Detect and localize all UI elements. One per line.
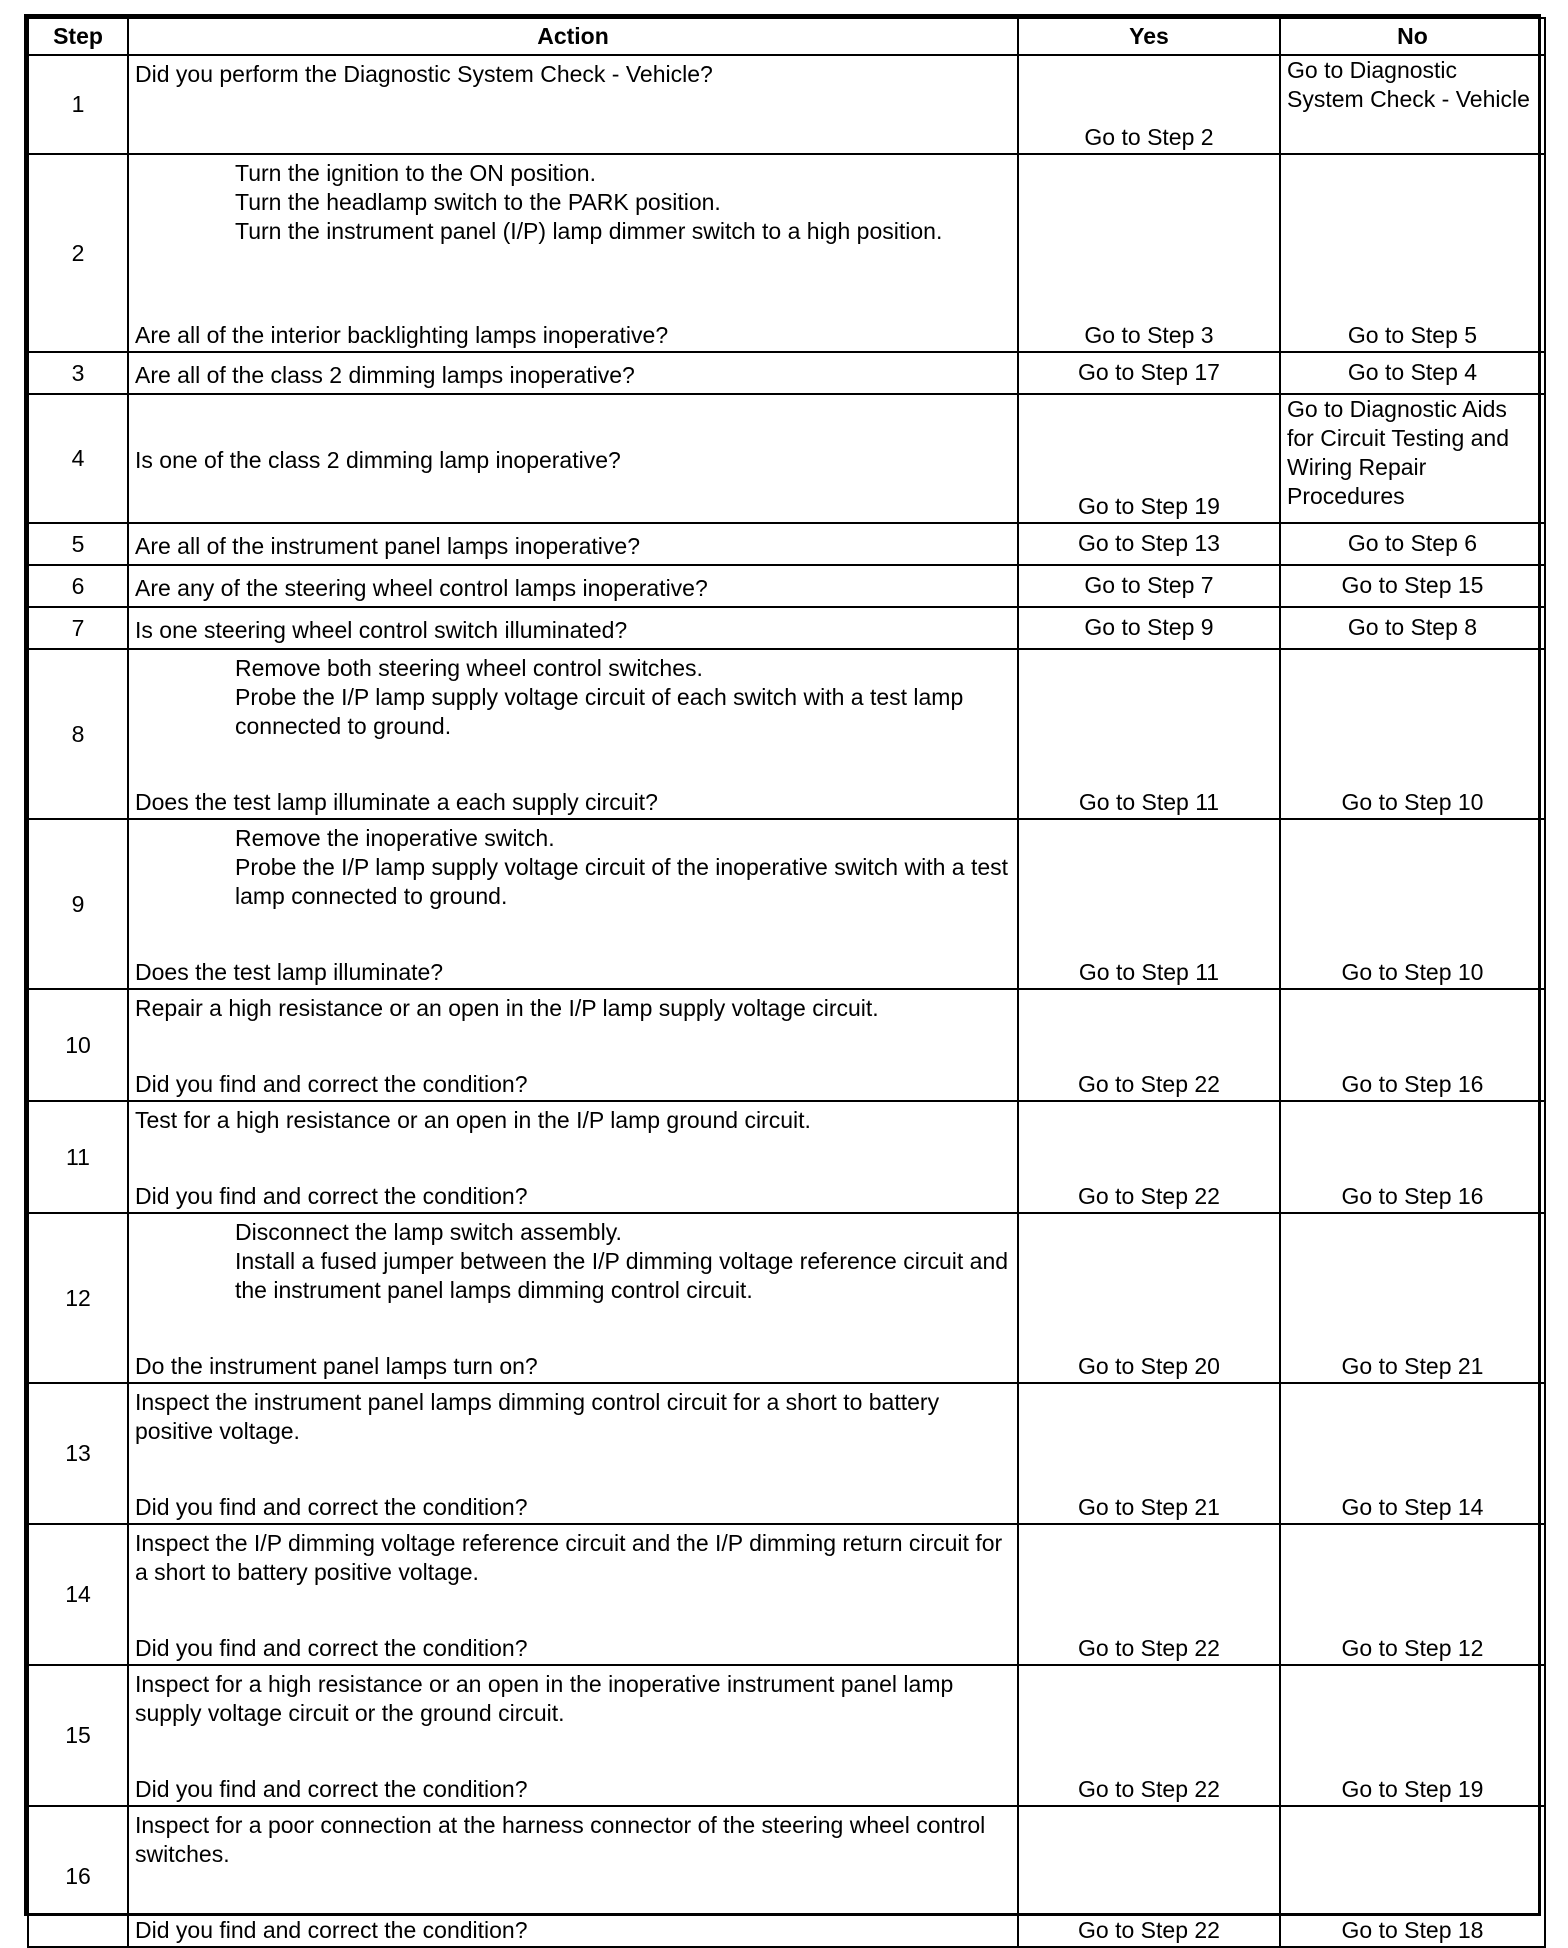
action-question: Did you find and correct the condition?: [135, 1183, 528, 1209]
diagnostic-table-sheet: [24, 14, 1541, 1943]
action-cell: [128, 1665, 1018, 1806]
step-number: 14: [28, 1524, 128, 1665]
action-cell: [128, 565, 1018, 607]
action-question: Do the instrument panel lamps turn on?: [135, 1353, 538, 1379]
action-instruction: Inspect the instrument panel lamps dimming control circuit for a short to battery positive voltage.: [135, 1389, 940, 1444]
action-cell: [128, 1213, 1018, 1383]
action-substep: Probe the I/P lamp supply voltage circuit of each switch with a test lamp connected to ground.: [235, 684, 964, 739]
no-outcome: Go to Step 14: [1280, 1383, 1545, 1524]
step-number: 11: [28, 1101, 128, 1213]
action-substep: Install a fused jumper between the I/P dimming voltage reference circuit and the instrument panel lamps dimming control circuit.: [235, 1248, 1009, 1303]
step-number: 9: [28, 819, 128, 989]
action-text: [135, 574, 1011, 603]
action-text: [135, 1670, 1011, 1728]
action-cell: [128, 1524, 1018, 1665]
action-text: [135, 532, 1011, 561]
no-outcome: Go to Step 4: [1280, 352, 1545, 394]
no-outcome: Go to Step 5: [1280, 154, 1545, 352]
no-outcome: Go to Step 12: [1280, 1524, 1545, 1665]
no-outcome: Go to Step 10: [1280, 819, 1545, 989]
step-number: 4: [28, 394, 128, 523]
action-text: [135, 1811, 1011, 1869]
action-text: [135, 446, 1011, 475]
yes-outcome: Go to Step 2: [1018, 55, 1280, 154]
step-number: 8: [28, 649, 128, 819]
no-outcome: Go to Diagnostic Aids for Circuit Testing and Wiring Repair Procedures: [1280, 394, 1545, 523]
action-substep: Remove both steering wheel control switches.: [235, 655, 703, 681]
action-instruction: Inspect the I/P dimming voltage reference circuit and the I/P dimming return circuit for a short to battery positive voltage.: [135, 1530, 1003, 1585]
yes-outcome: Go to Step 20: [1018, 1213, 1280, 1383]
yes-outcome: Go to Step 9: [1018, 607, 1280, 649]
step-number: 10: [28, 989, 128, 1101]
no-outcome: Go to Step 8: [1280, 607, 1545, 649]
no-outcome: Go to Step 16: [1280, 1101, 1545, 1213]
table-row: [28, 565, 1545, 607]
table-row: [28, 523, 1545, 565]
step-number: 2: [28, 154, 128, 352]
yes-outcome: Go to Step 11: [1018, 819, 1280, 989]
table-row: [28, 1213, 1545, 1383]
action-text: [135, 361, 1011, 390]
table-row: [28, 819, 1545, 989]
no-outcome: Go to Step 16: [1280, 989, 1545, 1101]
step-number: 6: [28, 565, 128, 607]
step-number: 3: [28, 352, 128, 394]
action-instruction: Inspect for a poor connection at the harness connector of the steering wheel control switches.: [135, 1812, 986, 1867]
table-row: [28, 55, 1545, 154]
yes-outcome: Go to Step 22: [1018, 1524, 1280, 1665]
action-instruction: Is one steering wheel control switch illuminated?: [135, 616, 628, 643]
header-step: Step: [28, 18, 128, 55]
action-text: [135, 654, 1011, 741]
action-text: [135, 1529, 1011, 1587]
action-substep: Turn the instrument panel (I/P) lamp dimmer switch to a high position.: [235, 218, 943, 244]
yes-outcome: Go to Step 7: [1018, 565, 1280, 607]
action-instruction: Is one of the class 2 dimming lamp inoperative?: [135, 447, 621, 473]
action-question: Are all of the interior backlighting lamps inoperative?: [135, 322, 669, 348]
action-instruction: Are any of the steering wheel control lamps inoperative?: [135, 574, 708, 601]
action-cell: [128, 607, 1018, 649]
table-row: [28, 989, 1545, 1101]
action-text: [135, 994, 1011, 1023]
yes-outcome: Go to Step 13: [1018, 523, 1280, 565]
table-row: [28, 1101, 1545, 1213]
action-cell: [128, 989, 1018, 1101]
step-number: 5: [28, 523, 128, 565]
yes-outcome: Go to Step 22: [1018, 1806, 1280, 1947]
table-row: [28, 1524, 1545, 1665]
yes-outcome: Go to Step 19: [1018, 394, 1280, 523]
yes-outcome: Go to Step 22: [1018, 1101, 1280, 1213]
action-cell: [128, 394, 1018, 523]
no-outcome: Go to Step 6: [1280, 523, 1545, 565]
step-number: 1: [28, 55, 128, 154]
action-substep: Disconnect the lamp switch assembly.: [235, 1219, 622, 1245]
table-row: [28, 1665, 1545, 1806]
action-question: Did you find and correct the condition?: [135, 1917, 528, 1943]
action-text: [135, 1106, 1011, 1135]
table-row: [28, 1806, 1545, 1947]
action-substep: Remove the inoperative switch.: [235, 825, 555, 851]
step-number: 12: [28, 1213, 128, 1383]
action-instruction: Inspect for a high resistance or an open in the inoperative instrument panel lamp supply voltage circuit or the ground circuit.: [135, 1671, 954, 1726]
no-outcome: Go to Step 15: [1280, 565, 1545, 607]
action-cell: [128, 1383, 1018, 1524]
action-cell: [128, 819, 1018, 989]
no-outcome: Go to Step 21: [1280, 1213, 1545, 1383]
yes-outcome: Go to Step 21: [1018, 1383, 1280, 1524]
yes-outcome: Go to Step 17: [1018, 352, 1280, 394]
no-outcome: Go to Diagnostic System Check - Vehicle: [1280, 55, 1545, 154]
step-number: 16: [28, 1806, 128, 1947]
no-outcome: Go to Step 19: [1280, 1665, 1545, 1806]
yes-outcome: Go to Step 11: [1018, 649, 1280, 819]
action-text: [135, 824, 1011, 911]
yes-outcome: Go to Step 22: [1018, 1665, 1280, 1806]
action-substep: Turn the ignition to the ON position.: [235, 160, 596, 186]
action-question: Did you find and correct the condition?: [135, 1494, 528, 1520]
table-row: [28, 154, 1545, 352]
action-instruction: Are all of the instrument panel lamps inoperative?: [135, 532, 641, 559]
action-question: Does the test lamp illuminate a each supply circuit?: [135, 789, 658, 815]
action-instruction: Did you perform the Diagnostic System Check - Vehicle?: [135, 61, 713, 87]
action-question: Does the test lamp illuminate?: [135, 959, 444, 985]
table-row: [28, 607, 1545, 649]
action-substep: Probe the I/P lamp supply voltage circuit of the inoperative switch with a test lamp connected to ground.: [235, 854, 1009, 909]
yes-outcome: Go to Step 3: [1018, 154, 1280, 352]
action-cell: [128, 1806, 1018, 1947]
table-row: [28, 649, 1545, 819]
header-yes: Yes: [1018, 18, 1280, 55]
action-text: [135, 1218, 1011, 1305]
action-cell: [128, 649, 1018, 819]
action-cell: [128, 154, 1018, 352]
header-no: No: [1280, 18, 1545, 55]
yes-outcome: Go to Step 22: [1018, 989, 1280, 1101]
step-number: 7: [28, 607, 128, 649]
action-instruction: Repair a high resistance or an open in the I/P lamp supply voltage circuit.: [135, 995, 879, 1021]
no-outcome: Go to Step 18: [1280, 1806, 1545, 1947]
table-row: [28, 352, 1545, 394]
action-text: [135, 60, 1011, 89]
table-body: [28, 55, 1545, 1947]
step-number: 13: [28, 1383, 128, 1524]
action-text: [135, 1388, 1011, 1446]
header-row: [28, 18, 1545, 55]
table-row: [28, 394, 1545, 523]
no-outcome: Go to Step 10: [1280, 649, 1545, 819]
action-cell: [128, 523, 1018, 565]
diagnostic-table: [27, 17, 1546, 1948]
action-question: Did you find and correct the condition?: [135, 1635, 528, 1661]
action-substep: Turn the headlamp switch to the PARK position.: [235, 189, 721, 215]
action-cell: [128, 352, 1018, 394]
header-action: Action: [128, 18, 1018, 55]
action-instruction: Test for a high resistance or an open in the I/P lamp ground circuit.: [135, 1107, 811, 1133]
step-number: 15: [28, 1665, 128, 1806]
action-question: Did you find and correct the condition?: [135, 1071, 528, 1097]
table-row: [28, 1383, 1545, 1524]
action-instruction: Are all of the class 2 dimming lamps inoperative?: [135, 361, 635, 388]
action-cell: [128, 55, 1018, 154]
action-cell: [128, 1101, 1018, 1213]
action-text: [135, 616, 1011, 645]
action-question: Did you find and correct the condition?: [135, 1776, 528, 1802]
action-text: [135, 159, 1011, 246]
